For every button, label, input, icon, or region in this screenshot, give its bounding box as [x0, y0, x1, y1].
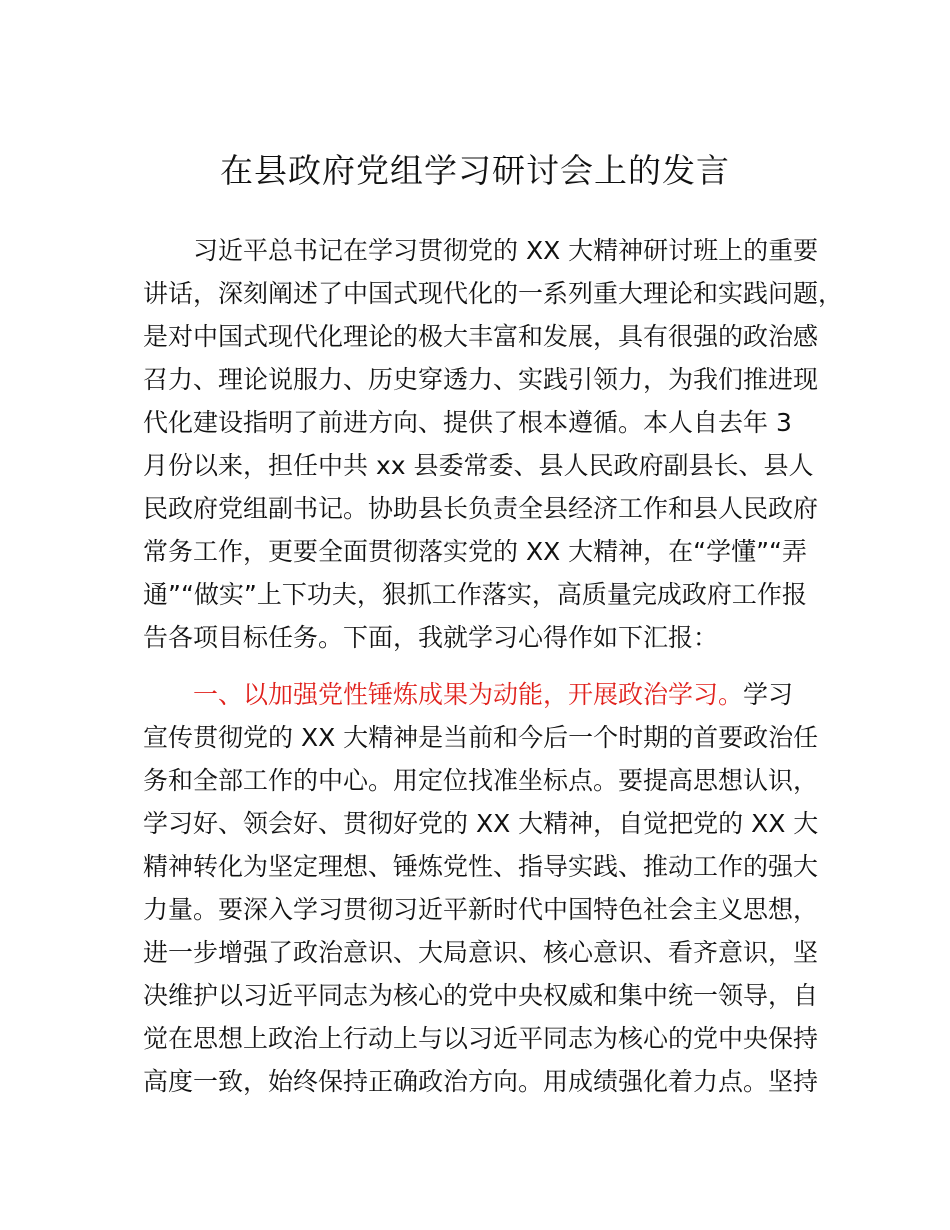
paragraph-line: 决维护以习近平同志为核心的党中央权威和集中统一领导，自 — [143, 981, 819, 1010]
paragraph-line: 常务工作，更要全面贯彻落实党的 XX 大精神，在“学懂”“弄 — [143, 537, 808, 566]
paragraph-line: 进一步增强了政治意识、大局意识、核心意识、看齐意识，坚 — [143, 938, 819, 967]
paragraph-section-one — [143, 673, 843, 1103]
section-heading-continuation: 学习 — [743, 680, 794, 709]
section-heading: 一、以加强党性锤炼成果为动能，开展政治学习。 — [193, 680, 744, 709]
paragraph-line: 民政府党组副书记。协助县长负责全县经济工作和县人民政府 — [143, 494, 819, 523]
paragraph-line: 精神转化为坚定理想、锤炼党性、指导实践、推动工作的强大 — [143, 852, 819, 881]
paragraph-line: 习近平总书记在学习贯彻党的 XX 大精神研讨班上的重要 — [193, 236, 819, 265]
paragraph-line: 月份以来，担任中共 xx 县委常委、县人民政府副县长、县人 — [143, 451, 814, 480]
paragraph-line: 高度一致，始终保持正确政治方向。用成绩强化着力点。坚持 — [143, 1067, 819, 1096]
paragraph-line: 觉在思想上政治上行动上与以习近平同志为核心的党中央保持 — [143, 1024, 819, 1053]
paragraph-line: 代化建设指明了前进方向、提供了根本遵循。本人自去年 3 — [143, 408, 792, 437]
paragraph-line: 是对中国式现代化理论的极大丰富和发展，具有很强的政治感 — [143, 322, 819, 351]
document-title: 在县政府党组学习研讨会上的发言 — [220, 151, 730, 190]
paragraph-line: 宣传贯彻党的 XX 大精神是当前和今后一个时期的首要政治任 — [143, 723, 819, 752]
paragraph-line: 告各项目标任务。下面，我就学习心得作如下汇报： — [143, 623, 719, 652]
paragraph-line: 讲话，深刻阐述了中国式现代化的一系列重大理论和实践问题， — [143, 279, 844, 308]
paragraph-line: 通”“做实”上下功夫，狠抓工作落实，高质量完成政府工作报 — [143, 580, 807, 609]
paragraph-line: 力量。要深入学习贯彻习近平新时代中国特色社会主义思想， — [143, 895, 819, 924]
paragraph-line: 学习好、领会好、贯彻好党的 XX 大精神，自觉把党的 XX 大 — [143, 809, 819, 838]
paragraph-intro — [143, 229, 843, 659]
paragraph-line: 召力、理论说服力、历史穿透力、实践引领力，为我们推进现 — [143, 365, 819, 394]
section-heading-line — [143, 673, 843, 716]
paragraph-line: 务和全部工作的中心。用定位找准坐标点。要提高思想认识， — [143, 766, 819, 795]
